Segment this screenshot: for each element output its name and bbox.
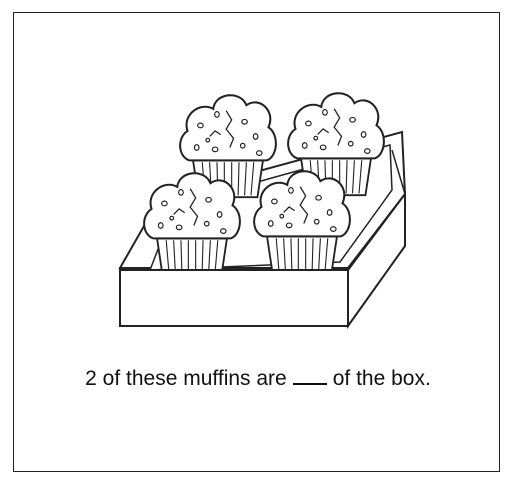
- question-text: [0, 365, 516, 391]
- answer-blank[interactable]: [293, 365, 327, 385]
- question-prefix: 2 of these muffins are: [85, 367, 287, 390]
- question-suffix: of the box.: [332, 367, 431, 390]
